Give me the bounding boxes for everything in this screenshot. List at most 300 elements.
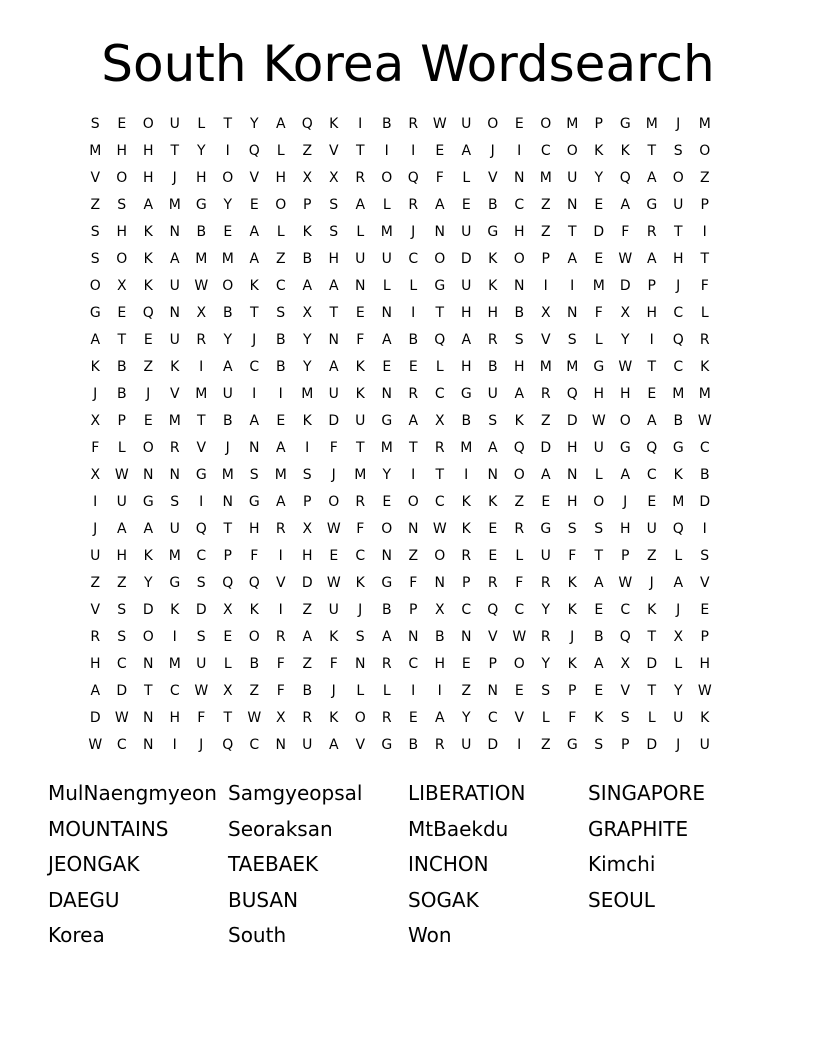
grid-letter: S <box>488 413 498 429</box>
grid-letter: T <box>117 332 127 348</box>
grid-letter: S <box>514 332 524 348</box>
grid-letter: G <box>381 575 393 591</box>
grid-letter: Z <box>90 197 101 213</box>
grid-letter: U <box>222 386 233 402</box>
grid-letter: M <box>221 467 234 483</box>
grid-letter: Z <box>540 737 551 753</box>
grid-row <box>82 570 718 597</box>
word-list-item: GRAPHITE <box>588 816 689 841</box>
grid-letter: P <box>462 575 471 591</box>
grid-letter: M <box>195 386 208 402</box>
grid-letter: S <box>170 494 180 510</box>
grid-letter: G <box>142 494 154 510</box>
grid-letter: T <box>249 305 259 321</box>
grid-letter: U <box>328 386 339 402</box>
grid-letter: A <box>646 251 657 267</box>
grid-row <box>82 327 718 354</box>
grid-letter: W <box>326 575 341 591</box>
grid-letter: O <box>619 413 631 429</box>
grid-letter: A <box>328 278 339 294</box>
grid-letter: H <box>116 143 128 159</box>
grid-letter: A <box>143 197 154 213</box>
grid-letter: R <box>540 386 551 402</box>
grid-letter: E <box>408 710 418 726</box>
grid-letter: K <box>567 656 577 672</box>
grid-row <box>82 597 718 624</box>
grid-letter: Y <box>223 332 233 348</box>
grid-letter: W <box>618 575 633 591</box>
grid-letter: T <box>223 521 233 537</box>
grid-letter: Q <box>513 440 525 456</box>
grid-letter: W <box>618 359 633 375</box>
grid-letter: V <box>487 629 498 645</box>
grid-letter: M <box>539 359 552 375</box>
word-list-item: SOGAK <box>408 887 479 912</box>
grid-letter: F <box>91 440 100 456</box>
grid-letter: H <box>142 170 154 186</box>
grid-letter: O <box>381 170 393 186</box>
grid-letter: N <box>408 521 419 537</box>
grid-letter: K <box>329 629 339 645</box>
grid-row <box>82 381 718 408</box>
grid-letter: B <box>461 413 472 429</box>
grid-letter: J <box>649 575 654 591</box>
grid-letter: P <box>594 116 603 132</box>
grid-letter: T <box>647 359 657 375</box>
grid-letter: M <box>672 386 685 402</box>
grid-letter: U <box>355 413 366 429</box>
grid-letter: J <box>172 170 177 186</box>
grid-letter: E <box>408 359 418 375</box>
grid-letter: A <box>408 413 419 429</box>
grid-letter: C <box>540 143 551 159</box>
grid-letter: I <box>437 683 442 699</box>
grid-letter: B <box>275 332 286 348</box>
grid-letter: N <box>514 170 525 186</box>
grid-letter: S <box>541 683 551 699</box>
grid-letter: K <box>355 386 365 402</box>
grid-letter: B <box>302 251 313 267</box>
grid-letter: P <box>488 656 497 672</box>
grid-letter: C <box>620 602 631 618</box>
grid-letter: Z <box>116 575 127 591</box>
grid-letter: E <box>382 359 392 375</box>
grid-letter: S <box>117 629 127 645</box>
grid-letter: E <box>276 413 286 429</box>
grid-letter: K <box>673 467 683 483</box>
grid-letter: M <box>89 143 102 159</box>
grid-letter: A <box>275 494 286 510</box>
grid-letter: C <box>673 359 684 375</box>
grid-letter: X <box>222 683 233 699</box>
grid-letter: E <box>329 548 339 564</box>
grid-letter: A <box>249 413 260 429</box>
word-list-item: MtBaekdu <box>408 816 509 841</box>
grid-letter: B <box>222 305 233 321</box>
grid-letter: A <box>434 710 445 726</box>
grid-letter: N <box>461 629 472 645</box>
grid-letter: I <box>543 278 548 294</box>
grid-letter: G <box>434 278 446 294</box>
grid-letter: Q <box>434 332 446 348</box>
grid-letter: B <box>408 737 419 753</box>
grid-letter: L <box>382 278 391 294</box>
grid-letter: U <box>673 197 684 213</box>
grid-letter: T <box>408 440 418 456</box>
grid-letter: K <box>567 575 577 591</box>
grid-letter: X <box>302 305 313 321</box>
grid-letter: U <box>646 521 657 537</box>
grid-letter: Z <box>249 683 260 699</box>
grid-letter: U <box>328 602 339 618</box>
grid-letter: K <box>90 359 100 375</box>
grid-letter: C <box>249 737 260 753</box>
grid-letter: J <box>570 629 575 645</box>
grid-letter: B <box>249 656 260 672</box>
grid-letter: I <box>93 494 98 510</box>
grid-letter: K <box>700 359 710 375</box>
grid-letter: K <box>594 710 604 726</box>
grid-row <box>82 732 718 759</box>
grid-letter: R <box>355 494 366 510</box>
grid-letter: R <box>540 629 551 645</box>
grid-letter: V <box>540 332 551 348</box>
grid-letter: X <box>328 170 339 186</box>
grid-letter: L <box>700 305 709 321</box>
grid-letter: Y <box>461 710 471 726</box>
grid-letter: G <box>195 197 207 213</box>
grid-letter: G <box>195 467 207 483</box>
grid-letter: N <box>143 710 154 726</box>
grid-letter: W <box>697 683 712 699</box>
grid-letter: Z <box>275 251 286 267</box>
grid-letter: D <box>593 224 605 240</box>
grid-letter: U <box>593 440 604 456</box>
grid-letter: U <box>169 278 180 294</box>
grid-letter: A <box>275 116 286 132</box>
grid-letter: O <box>699 143 711 159</box>
grid-letter: M <box>566 116 579 132</box>
grid-letter: U <box>487 386 498 402</box>
grid-letter: O <box>248 629 260 645</box>
grid-letter: J <box>331 683 336 699</box>
grid-letter: E <box>382 494 392 510</box>
grid-letter: C <box>116 737 127 753</box>
grid-letter: H <box>328 251 340 267</box>
grid-letter: J <box>225 440 230 456</box>
grid-letter: N <box>381 548 392 564</box>
grid-letter: F <box>621 224 630 240</box>
grid-letter: X <box>90 467 101 483</box>
grid-letter: J <box>199 737 204 753</box>
grid-letter: L <box>356 224 365 240</box>
grid-letter: J <box>676 278 681 294</box>
grid-letter: W <box>618 251 633 267</box>
grid-letter: C <box>699 440 710 456</box>
grid-letter: B <box>514 305 525 321</box>
grid-letter: T <box>594 548 604 564</box>
grid-letter: V <box>249 170 260 186</box>
grid-letter: K <box>461 494 471 510</box>
grid-letter: P <box>621 737 630 753</box>
grid-letter: C <box>408 656 419 672</box>
grid-letter: Q <box>195 521 207 537</box>
grid-letter: N <box>355 656 366 672</box>
grid-letter: Z <box>90 575 101 591</box>
grid-letter: Z <box>540 224 551 240</box>
grid-letter: Q <box>619 170 631 186</box>
grid-letter: W <box>512 629 527 645</box>
grid-letter: O <box>89 278 101 294</box>
grid-letter: M <box>168 548 181 564</box>
grid-letter: I <box>305 440 310 456</box>
grid-letter: X <box>116 278 127 294</box>
grid-letter: T <box>196 413 206 429</box>
grid-letter: G <box>89 305 101 321</box>
grid-letter: A <box>487 440 498 456</box>
grid-letter: G <box>619 116 631 132</box>
word-list-item: Seoraksan <box>228 816 333 841</box>
grid-letter: T <box>567 224 577 240</box>
grid-letter: O <box>275 197 287 213</box>
grid-letter: Q <box>222 737 234 753</box>
grid-letter: O <box>434 251 446 267</box>
grid-letter: J <box>331 467 336 483</box>
grid-letter: O <box>672 170 684 186</box>
grid-letter: L <box>594 332 603 348</box>
grid-letter: P <box>303 197 312 213</box>
grid-letter: T <box>355 440 365 456</box>
grid-letter: U <box>116 494 127 510</box>
grid-letter: E <box>143 332 153 348</box>
grid-letter: O <box>142 116 154 132</box>
grid-letter: N <box>143 467 154 483</box>
grid-letter: H <box>275 170 287 186</box>
grid-letter: G <box>248 494 260 510</box>
grid-letter: N <box>408 629 419 645</box>
grid-letter: I <box>464 467 469 483</box>
grid-row <box>82 435 718 462</box>
grid-letter: S <box>196 629 206 645</box>
grid-letter: S <box>567 332 577 348</box>
grid-letter: F <box>197 710 206 726</box>
grid-letter: W <box>591 413 606 429</box>
grid-letter: C <box>673 305 684 321</box>
grid-letter: P <box>568 683 577 699</box>
grid-letter: W <box>114 710 129 726</box>
grid-letter: V <box>487 170 498 186</box>
grid-letter: K <box>567 602 577 618</box>
word-list-item: Korea <box>48 923 105 948</box>
grid-letter: L <box>382 683 391 699</box>
grid-letter: K <box>329 710 339 726</box>
grid-letter: T <box>647 683 657 699</box>
grid-letter: I <box>702 521 707 537</box>
grid-letter: K <box>488 251 498 267</box>
grid-letter: X <box>673 629 684 645</box>
grid-letter: B <box>699 467 710 483</box>
grid-letter: J <box>411 224 416 240</box>
word-list-item: SEOUL <box>588 887 655 912</box>
grid-letter: D <box>460 251 472 267</box>
grid-letter: I <box>172 629 177 645</box>
grid-letter: D <box>89 710 101 726</box>
grid-letter: U <box>90 548 101 564</box>
grid-letter: W <box>88 737 103 753</box>
grid-letter: H <box>89 656 101 672</box>
grid-letter: F <box>409 575 418 591</box>
word-list-item: Kimchi <box>588 852 656 877</box>
grid-letter: V <box>90 602 101 618</box>
grid-letter: K <box>249 278 259 294</box>
grid-letter: H <box>672 251 684 267</box>
grid-letter: B <box>222 413 233 429</box>
grid-letter: L <box>276 143 285 159</box>
grid-letter: M <box>168 197 181 213</box>
grid-letter: V <box>328 143 339 159</box>
grid-letter: E <box>117 116 127 132</box>
grid-letter: J <box>623 494 628 510</box>
grid-letter: S <box>594 737 604 753</box>
grid-letter: U <box>381 251 392 267</box>
grid-letter: D <box>142 602 154 618</box>
grid-letter: U <box>673 710 684 726</box>
grid-letter: U <box>461 224 472 240</box>
grid-letter: A <box>222 359 233 375</box>
grid-letter: B <box>275 359 286 375</box>
grid-letter: L <box>117 440 126 456</box>
grid-letter: A <box>249 251 260 267</box>
grid-letter: S <box>594 521 604 537</box>
grid-letter: Z <box>408 548 419 564</box>
grid-letter: E <box>223 224 233 240</box>
grid-letter: G <box>487 224 499 240</box>
grid-letter: I <box>411 305 416 321</box>
grid-letter: E <box>594 251 604 267</box>
grid-letter: J <box>676 116 681 132</box>
grid-letter: R <box>408 116 419 132</box>
grid-letter: H <box>513 359 525 375</box>
grid-letter: Z <box>646 548 657 564</box>
grid-letter: B <box>487 359 498 375</box>
grid-letter: H <box>619 521 631 537</box>
grid-letter: I <box>199 494 204 510</box>
grid-letter: I <box>411 683 416 699</box>
grid-letter: O <box>434 548 446 564</box>
grid-letter: Q <box>672 521 684 537</box>
grid-letter: P <box>303 494 312 510</box>
word-list-item: INCHON <box>408 852 489 877</box>
grid-row <box>82 138 718 165</box>
grid-letter: I <box>517 737 522 753</box>
grid-letter: R <box>540 575 551 591</box>
grid-letter: A <box>275 440 286 456</box>
grid-letter: I <box>225 143 230 159</box>
grid-letter: V <box>355 737 366 753</box>
grid-letter: V <box>275 575 286 591</box>
grid-letter: Z <box>302 602 313 618</box>
grid-letter: O <box>513 656 525 672</box>
grid-letter: I <box>384 143 389 159</box>
grid-letter: U <box>461 278 472 294</box>
grid-letter: T <box>355 143 365 159</box>
grid-letter: R <box>355 170 366 186</box>
grid-letter: B <box>381 116 392 132</box>
grid-letter: F <box>356 521 365 537</box>
grid-letter: S <box>329 197 339 213</box>
grid-letter: L <box>647 710 656 726</box>
grid-letter: F <box>250 548 259 564</box>
grid-letter: M <box>274 467 287 483</box>
grid-letter: I <box>411 143 416 159</box>
grid-letter: E <box>594 197 604 213</box>
grid-letter: M <box>460 440 473 456</box>
grid-letter: M <box>168 656 181 672</box>
grid-letter: H <box>566 440 578 456</box>
grid-letter: Y <box>223 197 233 213</box>
grid-letter: N <box>514 278 525 294</box>
grid-letter: E <box>514 683 524 699</box>
grid-letter: D <box>566 413 578 429</box>
grid-letter: L <box>223 656 232 672</box>
grid-letter: N <box>328 332 339 348</box>
grid-letter: P <box>621 548 630 564</box>
grid-letter: N <box>249 440 260 456</box>
grid-letter: A <box>90 332 101 348</box>
grid-letter: F <box>515 575 524 591</box>
grid-letter: R <box>487 575 498 591</box>
grid-letter: G <box>566 737 578 753</box>
grid-letter: H <box>248 521 260 537</box>
grid-letter: N <box>434 224 445 240</box>
grid-letter: A <box>461 143 472 159</box>
word-list-item: SINGAPORE <box>588 781 706 805</box>
grid-letter: A <box>673 575 684 591</box>
grid-letter: P <box>647 278 656 294</box>
grid-letter: H <box>116 548 128 564</box>
grid-letter: A <box>540 467 551 483</box>
grid-letter: P <box>223 548 232 564</box>
grid-letter: V <box>169 386 180 402</box>
grid-letter: A <box>169 251 180 267</box>
grid-letter: S <box>673 143 683 159</box>
grid-letter: S <box>196 575 206 591</box>
grid-letter: U <box>699 737 710 753</box>
grid-letter: E <box>223 629 233 645</box>
grid-letter: H <box>301 548 313 564</box>
grid-letter: D <box>646 656 658 672</box>
grid-letter: G <box>169 575 181 591</box>
grid-letter: X <box>90 413 101 429</box>
grid-letter: K <box>647 602 657 618</box>
grid-letter: G <box>381 737 393 753</box>
grid-letter: P <box>541 251 550 267</box>
grid-letter: N <box>169 224 180 240</box>
grid-letter: O <box>116 170 128 186</box>
grid-letter: K <box>302 224 312 240</box>
grid-letter: U <box>169 116 180 132</box>
grid-letter: M <box>195 251 208 267</box>
grid-letter: I <box>278 602 283 618</box>
grid-letter: C <box>434 386 445 402</box>
grid-letter: K <box>355 359 365 375</box>
grid-letter: E <box>594 683 604 699</box>
grid-letter: P <box>700 197 709 213</box>
grid-letter: R <box>169 440 180 456</box>
grid-letter: D <box>195 602 207 618</box>
grid-letter: T <box>647 629 657 645</box>
grid-letter: H <box>513 224 525 240</box>
